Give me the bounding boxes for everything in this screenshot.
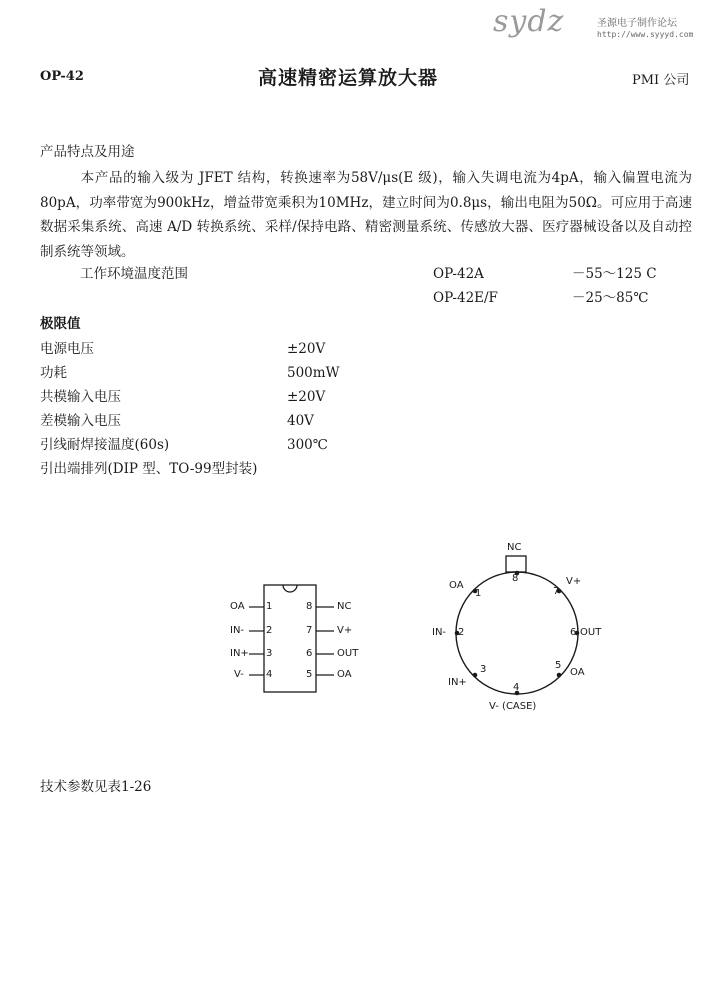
limit-param-3: 共模输入电压	[40, 389, 121, 405]
to99-pin-7-num: 7	[553, 586, 560, 597]
to99-pin-7-label: V+	[566, 576, 582, 587]
to99-pin-4-num: 4	[513, 682, 520, 693]
dip-pin-3-label: IN+	[230, 648, 249, 659]
temp-range-1: －55～125 C	[572, 266, 657, 282]
dip-pin-5-num: 5	[306, 669, 313, 680]
limit-value-5: 300℃	[287, 437, 328, 453]
limit-value-2: 500mW	[287, 365, 340, 381]
to99-pin-6-label: OUT	[580, 627, 602, 638]
dip-pin-4-label: V-	[234, 669, 244, 680]
to99-pin-4-label: V- (CASE)	[489, 701, 537, 712]
manufacturer: PMI 公司	[632, 73, 690, 88]
to99-pin-8-num: 8	[512, 573, 519, 584]
dip-pin-6-label: OUT	[337, 648, 359, 659]
to99-pin-3-label: IN+	[448, 677, 467, 688]
limits-heading: 极限值	[40, 316, 81, 332]
dip-pin-7-num: 7	[306, 625, 313, 636]
dip-pin-5-label: OA	[337, 669, 352, 680]
dip-pin-1-num: 1	[266, 601, 273, 612]
limit-param-4: 差模输入电压	[40, 413, 121, 429]
temp-model-1: OP-42A	[433, 266, 484, 282]
temp-range-2: －25～85℃	[572, 290, 649, 306]
dip-pin-7-label: V+	[337, 625, 353, 636]
dip-pin-2-label: IN-	[230, 625, 245, 636]
to99-pin-2-num: 2	[458, 627, 465, 638]
limit-value-1: ±20V	[287, 341, 326, 357]
to99-pin-8-label: NC	[507, 542, 522, 553]
page-title: 高速精密运算放大器	[258, 67, 439, 89]
to99-pin-6-num: 6	[570, 627, 577, 638]
features-heading: 产品特点及用途	[40, 144, 135, 160]
watermark-url: http://www.syyyd.com	[597, 30, 694, 39]
watermark-site-name: 圣源电子制作论坛	[597, 18, 677, 29]
dip-pin-6-num: 6	[306, 648, 313, 659]
limit-value-4: 40V	[287, 413, 314, 429]
temp-range-label: 工作环境温度范围	[80, 266, 188, 282]
dip-pin-8-label: NC	[337, 601, 352, 612]
dip-pin-3-num: 3	[266, 648, 273, 659]
limit-value-3: ±20V	[287, 389, 326, 405]
dip-pin-2-num: 2	[266, 625, 273, 636]
pinout-heading: 引出端排列(DIP 型、TO-99型封装)	[40, 461, 258, 477]
watermark-logo: sydz	[493, 4, 565, 39]
to99-pin-5-label: OA	[570, 667, 585, 678]
part-number: OP-42	[40, 69, 84, 84]
dip-pin-8-num: 8	[306, 601, 313, 612]
to99-tab	[506, 556, 526, 572]
limit-param-2: 功耗	[40, 365, 67, 381]
to99-pin-3-dot	[473, 673, 478, 678]
to99-pin-1-num: 1	[475, 588, 482, 599]
to99-pin-3-num: 3	[480, 664, 487, 675]
footer-note: 技术参数见表1-26	[40, 779, 152, 795]
to99-pin-5-dot	[557, 673, 562, 678]
limit-param-1: 电源电压	[40, 341, 94, 357]
temp-model-2: OP-42E/F	[433, 290, 498, 306]
to99-pin-5-num: 5	[555, 660, 562, 671]
features-paragraph-text: 本产品的输入级为 JFET 结构，转换速率为58V/μs(E 级)，输入失调电流为4pA，输入偏置电流为80pA，功率带宽为900kHz，增益带宽乘积为10MHz，建立时间为0.8μs，输出电阻为50Ω。可应用于高速数据采集系统、高速 A/D 转换系统、采样/保持电路、精密测量系统、传感放大器、医疗器械设备以及自动控制系统等领域。	[40, 170, 692, 260]
to99-pin-2-label: IN-	[432, 627, 447, 638]
limit-param-5: 引线耐焊接温度(60s)	[40, 437, 170, 453]
dip-pin-4-num: 4	[266, 669, 273, 680]
to99-pin-1-label: OA	[449, 580, 464, 591]
dip-pin-1-label: OA	[230, 601, 245, 612]
